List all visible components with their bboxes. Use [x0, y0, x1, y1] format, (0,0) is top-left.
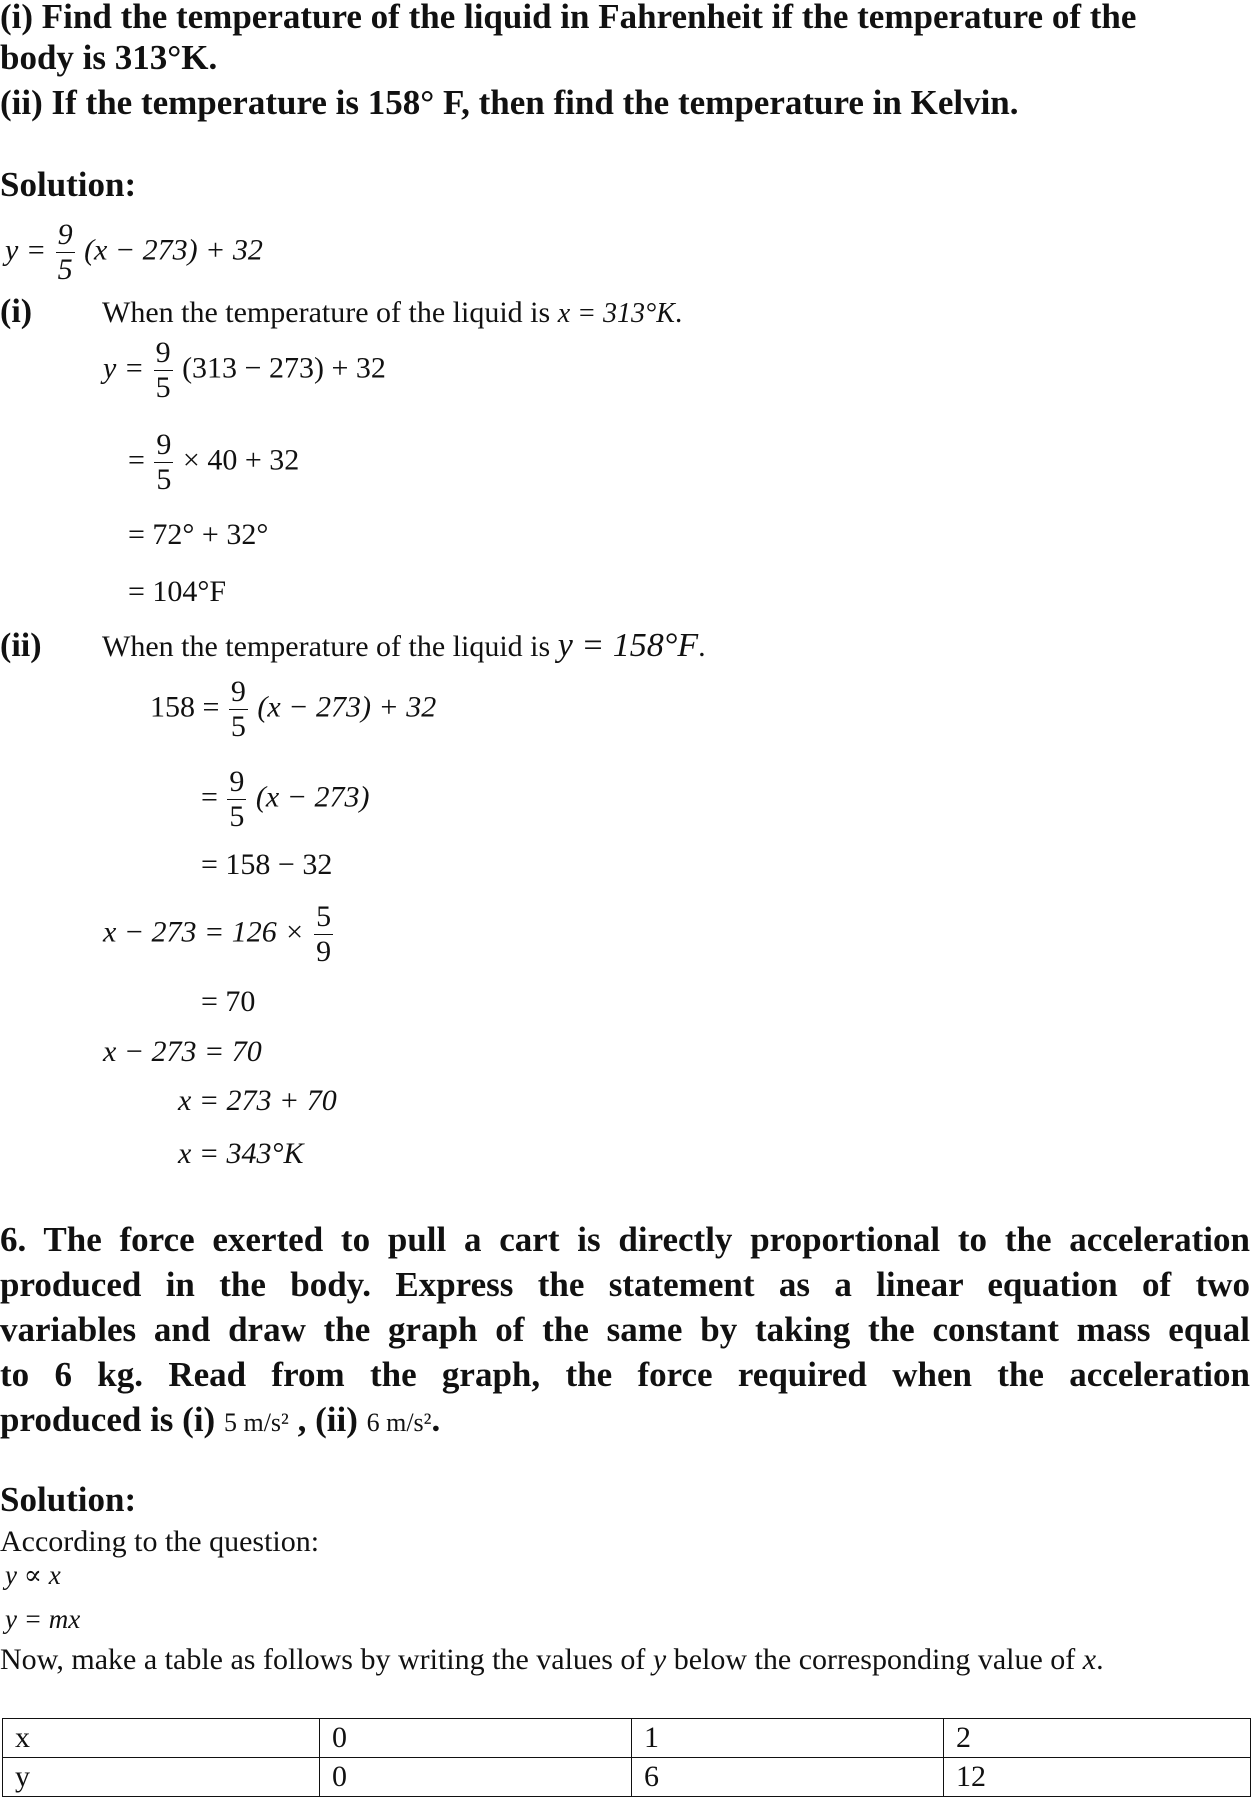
part-1-step-1-den: 5	[155, 371, 171, 404]
acceleration-value-2: 6 m/s²	[366, 1408, 432, 1437]
part-2-statement	[102, 627, 706, 665]
linear-equation: y = mx	[5, 1604, 81, 1634]
part-2-value: y = 158°F	[557, 627, 699, 664]
part-1-step-2-fraction	[154, 430, 173, 495]
solution-2-line-4-a: Now, make a table as follows by writing the values of	[0, 1643, 653, 1676]
formula-lhs: y =	[5, 233, 47, 267]
table-row-y	[3, 1758, 1251, 1797]
part-2-step-2-lhs: =	[201, 780, 218, 814]
table-cell: 12	[944, 1758, 1251, 1797]
part-1-text: When the temperature of the liquid is	[102, 296, 551, 329]
part-2-step-5: = 70	[201, 985, 256, 1018]
proportional-statement: y ∝ x	[5, 1560, 61, 1590]
table-cell: 6	[632, 1758, 944, 1797]
part-1-statement	[102, 296, 682, 330]
part-2-step-4-lhs: x − 273 = 126 ×	[103, 915, 305, 949]
part-1-step-1-lhs: y =	[103, 351, 145, 385]
part-2-step-2-den: 5	[229, 800, 245, 833]
part-2-step-4-fraction	[314, 902, 333, 967]
part-1-step-2	[128, 430, 299, 495]
part-2-step-6: x − 273 = 70	[103, 1035, 262, 1068]
question-6-line-2: produced in the body. Express the statement as a linear equation of two	[0, 1265, 1250, 1304]
formula-fraction	[56, 220, 75, 285]
table-cell: 1	[632, 1719, 944, 1758]
formula-rest: (x − 273) + 32	[84, 233, 263, 267]
part-2-step-4	[103, 902, 335, 967]
table-row-x	[3, 1719, 1251, 1758]
part-2-step-1	[150, 677, 436, 742]
values-table	[2, 1718, 1251, 1797]
part-2-step-2-num: 9	[229, 765, 245, 798]
question-5-line-2: body is 313°K.	[0, 38, 218, 77]
part-1-step-1-num: 9	[155, 336, 171, 369]
part-1-end: .	[674, 296, 683, 329]
part-2-text: When the temperature of the liquid is	[102, 630, 551, 663]
question-5-line-3: (ii) If the temperature is 158° F, then find the temperature in Kelvin.	[0, 83, 1019, 122]
question-6-line-1: 6. The force exerted to pull a cart is directly proportional to the acceleration	[0, 1220, 1250, 1259]
part-1-step-2-lhs: =	[128, 443, 145, 477]
part-1-step-1	[103, 338, 386, 403]
variable-y: y	[652, 1643, 667, 1676]
part-2-label: (ii)	[0, 627, 42, 664]
solution-2-line-4-c: .	[1096, 1643, 1104, 1676]
question-6-line-5-b: , (ii)	[297, 1400, 358, 1439]
part-2-step-3: = 158 − 32	[201, 848, 333, 881]
question-6-line-5	[0, 1397, 1250, 1445]
part-1-step-3: = 72° + 32°	[128, 518, 269, 551]
table-cell: y	[3, 1758, 320, 1797]
part-2-step-1-lhs: 158 =	[150, 690, 220, 724]
part-2-step-2	[201, 767, 369, 832]
part-2-step-1-fraction	[229, 677, 248, 742]
table-cell: 0	[320, 1758, 632, 1797]
part-1-step-1-rest: (313 − 273) + 32	[182, 351, 386, 385]
part-2-step-2-rest: (x − 273)	[255, 780, 370, 814]
part-2-step-4-num: 5	[316, 900, 332, 933]
table-cell: x	[3, 1719, 320, 1758]
conversion-formula	[5, 220, 263, 285]
question-6-line-5-a: produced is (i)	[0, 1400, 216, 1439]
solution-heading: Solution:	[0, 165, 137, 204]
part-1-label: (i)	[0, 293, 33, 330]
variable-x: x	[1082, 1643, 1097, 1676]
part-1-step-2-den: 5	[156, 463, 172, 496]
part-2-step-4-den: 9	[316, 935, 332, 968]
question-6	[0, 1217, 1250, 1445]
part-2-step-1-rest: (x − 273) + 32	[257, 690, 437, 724]
part-2-step-8: x = 343°K	[178, 1137, 304, 1170]
part-2-step-2-fraction	[227, 767, 246, 832]
part-2-step-7: x = 273 + 70	[178, 1084, 337, 1117]
part-2-end: .	[698, 630, 706, 663]
solution-2-line-4-b: below the corresponding value of	[666, 1643, 1083, 1676]
question-6-line-3: variables and draw the graph of the same by taking the constant mass equal	[0, 1310, 1250, 1349]
solution-2-line-4	[0, 1643, 1104, 1677]
part-2-step-1-den: 5	[230, 710, 246, 743]
part-1-step-4: = 104°F	[128, 575, 227, 608]
table-cell: 0	[320, 1719, 632, 1758]
question-5-line-1: (i) Find the temperature of the liquid in Fahrenheit if the temperature of the	[0, 0, 1137, 36]
acceleration-value-1: 5 m/s²	[223, 1408, 289, 1437]
part-1-step-1-fraction	[154, 338, 173, 403]
part-2-step-1-num: 9	[230, 675, 246, 708]
question-6-line-5-c: .	[431, 1400, 441, 1439]
table-cell: 2	[944, 1719, 1251, 1758]
formula-numerator: 9	[57, 218, 73, 251]
solution-2-heading: Solution:	[0, 1480, 137, 1519]
part-1-value: x = 313°K	[557, 298, 675, 329]
part-1-step-2-rest: × 40 + 32	[182, 443, 300, 477]
part-1-step-2-num: 9	[156, 428, 172, 461]
formula-denominator: 5	[57, 253, 73, 286]
solution-2-line-1: According to the question:	[0, 1525, 320, 1558]
question-6-line-4: to 6 kg. Read from the graph, the force required when the acceleration	[0, 1355, 1250, 1394]
